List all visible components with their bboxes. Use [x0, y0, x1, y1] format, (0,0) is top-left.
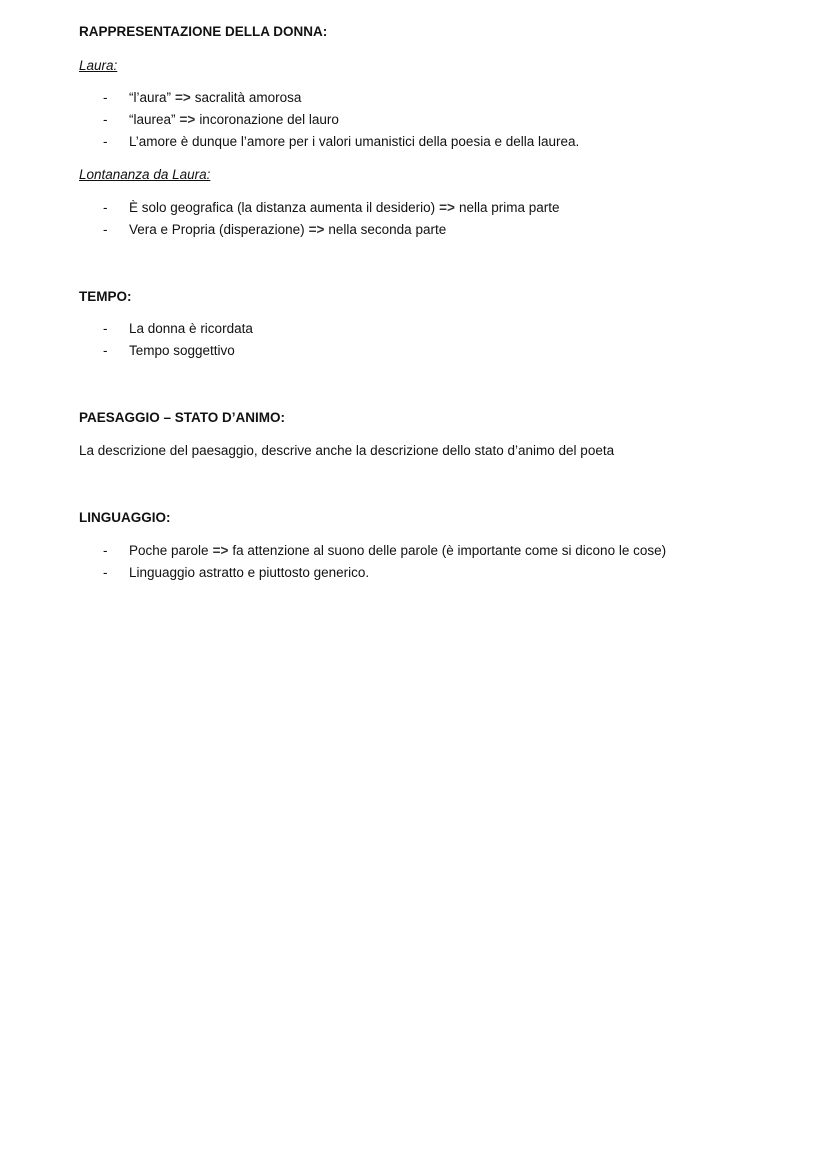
item-text: Linguaggio astratto e piuttosto generico.: [129, 565, 370, 580]
list-linguaggio: [103, 542, 666, 586]
item-text: La donna è ricordata: [129, 321, 253, 336]
item-text: Poche parole: [129, 543, 209, 558]
heading-donna: RAPPRESENTAZIONE DELLA DONNA:: [79, 24, 328, 39]
subheading-laura: Laura:: [79, 58, 118, 73]
item-text: sacralità amorosa: [194, 90, 302, 105]
heading-paesaggio: PAESAGGIO – STATO D’ANIMO:: [79, 410, 286, 425]
bullet-dash: -: [103, 543, 108, 558]
arrow-icon: =>: [308, 222, 325, 237]
list-item: [103, 111, 579, 133]
item-text: nella seconda parte: [328, 222, 447, 237]
list-laura: [103, 89, 579, 155]
list-item: [103, 342, 253, 364]
list-lontananza: [103, 199, 560, 243]
arrow-icon: =>: [439, 200, 455, 215]
arrow-icon: =>: [212, 543, 229, 558]
list-item: [103, 221, 560, 243]
item-text: “laurea”: [129, 112, 176, 127]
heading-linguaggio: LINGUAGGIO:: [79, 510, 171, 525]
bullet-dash: -: [103, 343, 108, 358]
item-text: nella prima parte: [458, 200, 560, 215]
arrow-icon: =>: [175, 90, 191, 105]
item-text: “l’aura”: [129, 90, 172, 105]
bullet-dash: -: [103, 565, 108, 580]
item-text: Tempo soggettivo: [129, 343, 235, 358]
list-item: [103, 564, 666, 586]
list-item: [103, 89, 579, 111]
bullet-dash: -: [103, 112, 108, 127]
list-item: [103, 320, 253, 342]
list-item: [103, 133, 579, 155]
bullet-dash: -: [103, 200, 108, 215]
item-text: incoronazione del lauro: [199, 112, 339, 127]
heading-tempo: TEMPO:: [79, 289, 132, 304]
bullet-dash: -: [103, 321, 108, 336]
list-item: [103, 542, 666, 564]
arrow-icon: =>: [179, 112, 196, 127]
list-tempo: [103, 320, 253, 364]
bullet-dash: -: [103, 134, 108, 149]
item-text: fa attenzione al suono delle parole (è importante come si dicono le cose): [232, 543, 667, 558]
paragraph-paesaggio: La descrizione del paesaggio, descrive anche la descrizione dello stato d’animo del poeta: [79, 443, 615, 458]
bullet-dash: -: [103, 90, 108, 105]
list-item: [103, 199, 560, 221]
bullet-dash: -: [103, 222, 108, 237]
subheading-lontananza: Lontananza da Laura:: [79, 167, 211, 182]
item-text: È solo geografica (la distanza aumenta il desiderio): [129, 200, 436, 215]
item-text: L’amore è dunque l’amore per i valori umanistici della poesia e della laurea.: [129, 134, 580, 149]
item-text: Vera e Propria (disperazione): [129, 222, 305, 237]
